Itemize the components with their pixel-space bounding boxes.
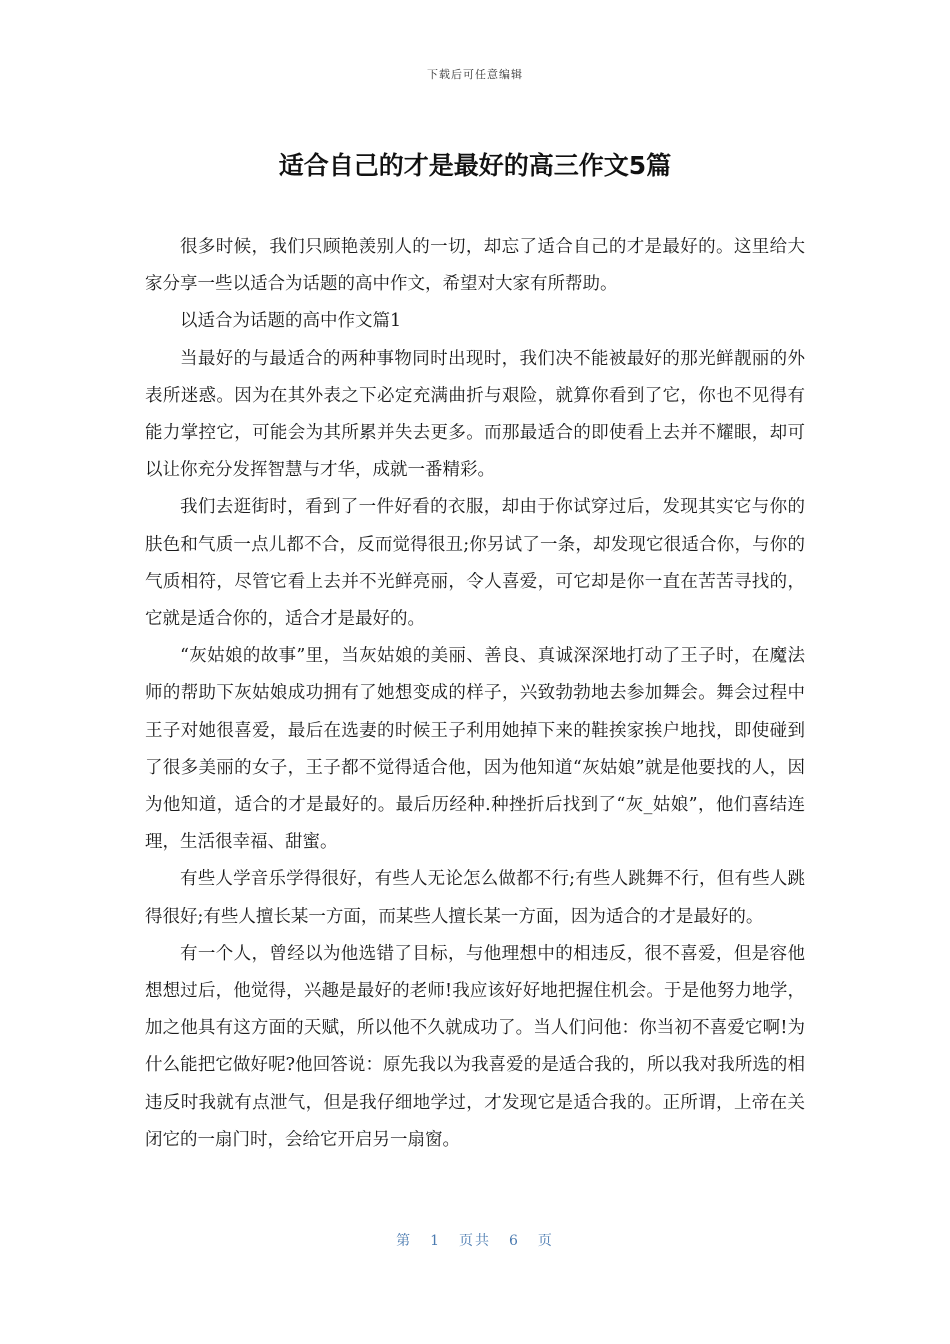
intro-paragraph: 很多时候，我们只顾艳羡别人的一切，却忘了适合自己的才是最好的。这里给大家分享一些以适合为话题的高中作文，希望对大家有所帮助。	[145, 237, 805, 295]
current-page-number: 1	[430, 1233, 441, 1249]
body-paragraph: “灰姑娘的故事”里，当灰姑娘的美丽、善良、真诚深深地打动了王子时，在魔法师的帮助下灰姑娘成功拥有了她想变成的样子，兴致勃勃地去参加舞会。舞会过程中王子对她很喜爱，最后在选妻的时候王子利用她掉下来的鞋挨家挨户地找，即使碰到了很多美丽的女子，王子都不觉得适合他，因为他知道“灰姑娘”就是他要找的人，因为他知道，适合的才是最好的。最后历经种.种挫折后找到了“灰_姑娘”，他们喜结连理，生活很幸福、甜蜜。	[145, 646, 805, 853]
page-number-footer	[0, 1230, 950, 1250]
body-paragraph: 有一个人，曾经以为他选错了目标，与他理想中的相违反，很不喜爱，但是容他想想过后，他觉得，兴趣是最好的老师!我应该好好地把握住机会。于是他努力地学，加之他具有这方面的天赋，所以他不久就成功了。当人们问他：你当初不喜爱它啊!为什么能把它做好呢?他回答说：原先我以为我喜爱的是适合我的，所以我对我所选的相违反时我就有点泄气，但是我仔细地学过，才发现它是适合我的。正所谓，上帝在关闭它的一扇门时，会给它开启另一扇窗。	[145, 943, 805, 1150]
section-heading: 以适合为话题的高中作文篇1	[180, 311, 402, 332]
total-word: 页共	[459, 1233, 491, 1249]
body-paragraph: 当最好的与最适合的两种事物同时出现时，我们决不能被最好的那光鲜靓丽的外表所迷惑。因为在其外表之下必定充满曲折与艰险，就算你看到了它，你也不见得有能力掌控它，可能会为其所累并失去更多。而那最适合的即使看上去并不耀眼，却可以让你充分发挥智慧与才华，成就一番精彩。	[145, 348, 805, 481]
body-paragraph: 有些人学音乐学得很好，有些人无论怎么做都不行;有些人跳舞不行，但有些人跳得很好;有些人擅长某一方面，而某些人擅长某一方面，因为适合的才是最好的。	[145, 869, 805, 927]
document-title: 适合自己的才是最好的高三作文5篇	[278, 151, 672, 180]
body-paragraph: 我们去逛街时，看到了一件好看的衣服，却由于你试穿过后，发现其实它与你的肤色和气质一点儿都不合，反而觉得很丑;你另试了一条，却发现它很适合你，与你的气质相符，尽管它看上去并不光鲜亮丽，令人喜爱，可它却是你一直在苦苦寻找的，它就是适合你的，适合才是最好的。	[145, 497, 805, 630]
page-end-word: 页	[537, 1233, 554, 1249]
total-pages-number: 6	[509, 1233, 520, 1249]
document-body	[145, 229, 805, 1159]
page-word: 第	[396, 1233, 413, 1249]
header-note: 下载后可任意编辑	[427, 68, 523, 81]
